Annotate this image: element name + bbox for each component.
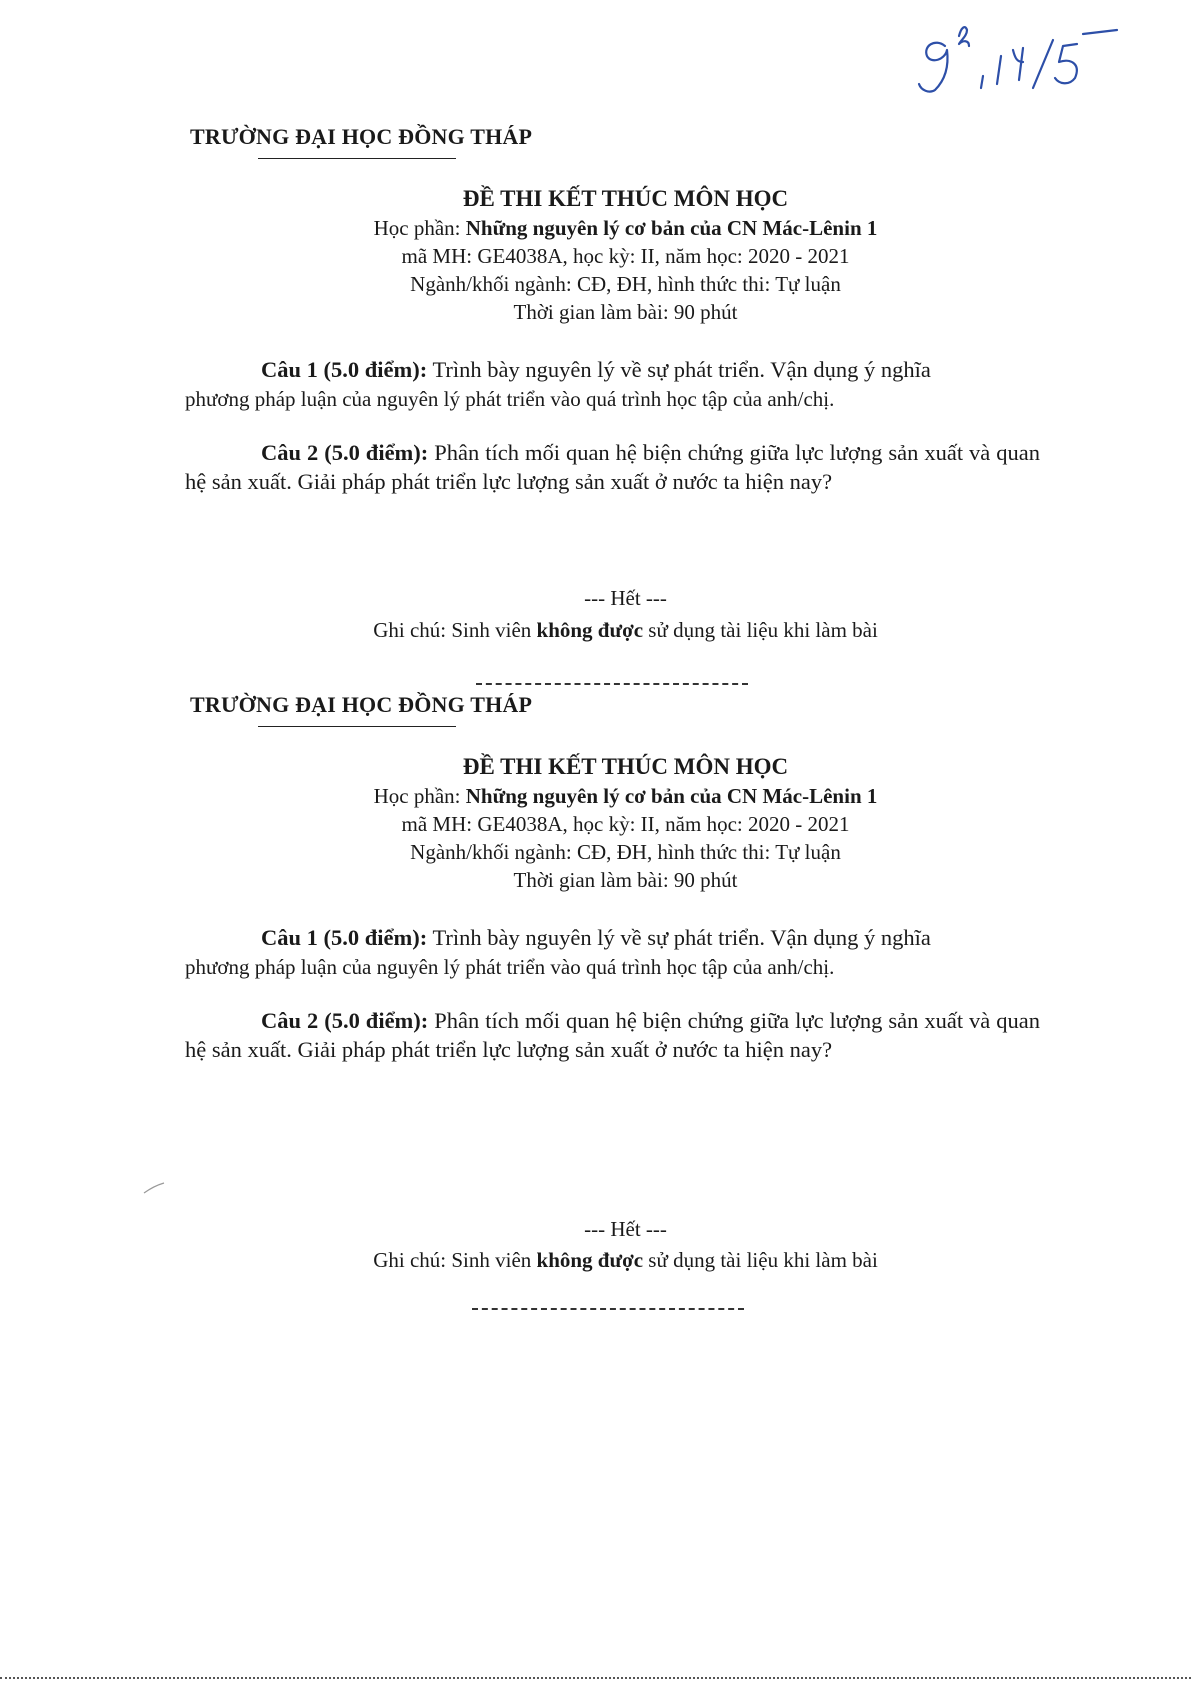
end-rule [472,1308,744,1310]
question-2-text: Phân tích mối quan hệ biện chứng giữa lực lượng sản xuất và quan hệ sản xuất. Giải pháp phát triển lực lượng sản xuất ở nước ta hiện nay? [185,440,1041,494]
school-underline [258,158,456,159]
question-1 [185,923,1040,982]
exam-copy-1 [0,0,1191,642]
question-2-label: Câu 2 (5.0 điểm): [261,1008,429,1033]
major-line: Ngành/khối ngành: CĐ, ĐH, hình thức thi: Tự luận [410,272,841,296]
note-text-b: sử dụng tài liệu khi làm bài [643,618,878,642]
course-code-line: mã MH: GE4038A, học kỳ: II, năm học: 2020 - 2021 [401,244,850,268]
course-name: Những nguyên lý cơ bản của CN Mác-Lênin 1 [465,784,878,808]
course-label: Học phần: [373,216,466,240]
exam-note [0,1248,1191,1273]
question-2 [185,1006,1040,1064]
scan-bottom-edge [0,1677,1191,1683]
exam-title: ĐỀ THI KẾT THÚC MÔN HỌC [462,754,789,779]
question-1-text-a: Trình bày nguyên lý về sự phát triển. Vận dụng ý nghĩa [427,357,931,382]
note-text-a: Ghi chú: Sinh viên [373,618,537,642]
end-marker: --- Hết --- [584,586,667,610]
question-1-text-b: phương pháp luận của nguyên lý phát triển vào quá trình học tập của anh/chị. [185,387,835,411]
scan-speck [143,1182,165,1194]
course-code-line: mã MH: GE4038A, học kỳ: II, năm học: 2020 - 2021 [401,812,850,836]
school-name: TRƯỜNG ĐẠI HỌC ĐỒNG THÁP [190,692,533,717]
school-underline [258,726,456,727]
exam-copy-2 [0,568,1191,1272]
time-line: Thời gian làm bài: 90 phút [513,300,738,324]
question-2 [185,438,1040,496]
course-label: Học phần: [373,784,466,808]
note-text-b: sử dụng tài liệu khi làm bài [643,1248,878,1272]
question-1-label: Câu 1 (5.0 điểm): [261,357,428,382]
time-line: Thời gian làm bài: 90 phút [513,868,738,892]
course-line [0,216,1191,241]
school-name: TRƯỜNG ĐẠI HỌC ĐỒNG THÁP [190,124,533,149]
exam-title: ĐỀ THI KẾT THÚC MÔN HỌC [462,186,789,211]
note-bold: không được [536,618,644,642]
note-text-a: Ghi chú: Sinh viên [373,1248,537,1272]
question-1-text-a: Trình bày nguyên lý về sự phát triển. Vận dụng ý nghĩa [427,925,931,950]
end-marker: --- Hết --- [584,1217,667,1241]
question-1-text-b: phương pháp luận của nguyên lý phát triển vào quá trình học tập của anh/chị. [185,955,835,979]
major-line: Ngành/khối ngành: CĐ, ĐH, hình thức thi: Tự luận [410,840,841,864]
course-name: Những nguyên lý cơ bản của CN Mác-Lênin 1 [465,216,878,240]
course-line [0,784,1191,809]
question-2-text: Phân tích mối quan hệ biện chứng giữa lực lượng sản xuất và quan hệ sản xuất. Giải pháp phát triển lực lượng sản xuất ở nước ta hiện nay? [185,1008,1041,1062]
question-1 [185,355,1040,414]
question-1-label: Câu 1 (5.0 điểm): [261,925,428,950]
note-bold: không được [536,1248,644,1272]
question-2-label: Câu 2 (5.0 điểm): [261,440,429,465]
